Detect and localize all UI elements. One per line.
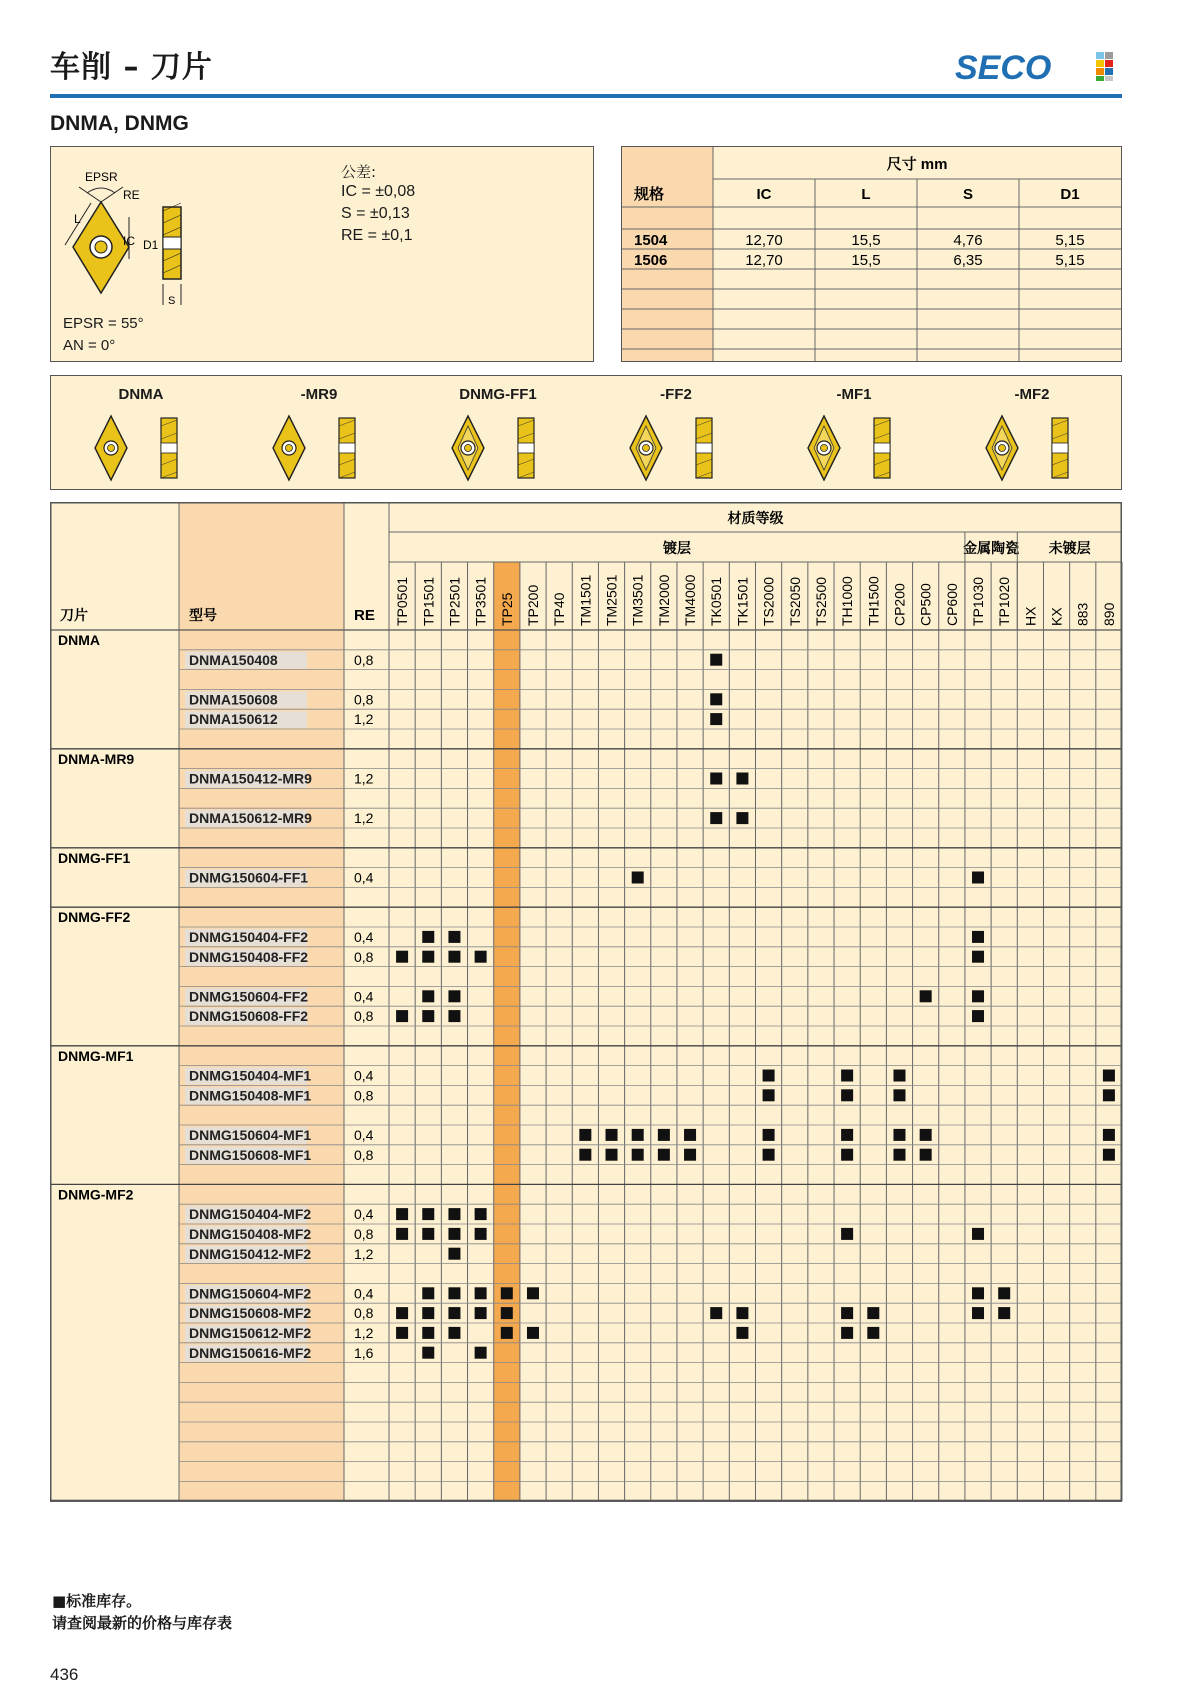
re-value: 0,8 <box>354 1087 374 1104</box>
model-label: DNMG150608-MF1 <box>189 1146 312 1163</box>
stock-marker <box>448 1327 460 1339</box>
l-label: L <box>74 212 81 226</box>
insert-hole-inner <box>286 445 293 452</box>
stock-marker <box>422 1307 434 1319</box>
page-title: 车削 – 刀片 <box>50 50 213 85</box>
grade-group-label: 镀层 <box>662 540 691 556</box>
family-label: DNMG-MF1 <box>58 1047 134 1064</box>
stock-marker <box>396 1307 408 1319</box>
model-label: DNMA150412-MR9 <box>189 770 312 787</box>
grade-label: KX <box>1048 607 1065 626</box>
grade-label: CP600 <box>943 583 960 626</box>
model-label: DNMG150604-FF2 <box>189 988 309 1005</box>
stock-marker <box>1103 1089 1115 1101</box>
stock-marker <box>972 990 984 1002</box>
stock-marker <box>841 1307 853 1319</box>
dim-group-header: 尺寸 mm <box>886 156 948 173</box>
stock-marker <box>710 693 722 705</box>
insert-type-label: DNMA <box>118 386 164 403</box>
stock-marker <box>710 654 722 666</box>
stock-marker <box>422 1327 434 1339</box>
model-label: DNMG150408-MF1 <box>189 1087 312 1104</box>
grade-label: 883 <box>1074 602 1091 626</box>
stock-marker <box>893 1129 905 1141</box>
model-label: DNMG150608-FF2 <box>189 1008 309 1025</box>
grade-label: TP3501 <box>472 576 489 626</box>
dimensions-table <box>622 147 1121 361</box>
insert-side-hole <box>874 443 890 453</box>
grade-label: TK1501 <box>734 576 751 626</box>
grade-label: TP1020 <box>996 576 1013 626</box>
stock-marker <box>422 990 434 1002</box>
stock-marker <box>972 931 984 943</box>
model-label: DNMG150404-MF1 <box>189 1067 312 1084</box>
model-label: DNMG150616-MF2 <box>189 1344 312 1361</box>
family-label: DNMG-MF2 <box>58 1186 134 1203</box>
insert-type-drawing <box>808 416 890 480</box>
model-label: DNMG150608-MF2 <box>189 1305 312 1322</box>
re-value: 1,2 <box>354 1325 374 1341</box>
stock-marker <box>501 1287 513 1299</box>
insert-side-hole <box>1052 443 1068 453</box>
grade-label: HX <box>1022 606 1039 626</box>
grade-label: TM4000 <box>682 574 699 626</box>
stock-marker <box>448 990 460 1002</box>
model-label: DNMG150404-FF2 <box>189 929 309 945</box>
insert-geometry-diagram <box>51 147 251 317</box>
model-label: DNMG150604-FF1 <box>189 869 309 886</box>
insert-hole-inner <box>108 445 115 452</box>
grade-label: TP25 <box>498 592 515 626</box>
stock-marker <box>475 1228 487 1240</box>
stock-marker <box>606 1129 618 1141</box>
dim-col-header: S <box>962 186 974 203</box>
insert-type-label: DNMG-FF1 <box>459 386 537 403</box>
stock-marker <box>658 1149 670 1161</box>
insert-type-label: -FF2 <box>660 386 692 403</box>
grade-label: TM2000 <box>655 574 672 626</box>
model-label: DNMG150408-FF2 <box>189 948 309 965</box>
seco-logo <box>955 48 1125 89</box>
stock-marker <box>684 1129 696 1141</box>
stock-marker <box>972 951 984 963</box>
stock-marker <box>448 1010 460 1022</box>
insert-type-drawing <box>452 416 534 480</box>
stock-marker <box>920 990 932 1002</box>
ic-label: IC <box>123 234 135 248</box>
page-number: 436 <box>50 1665 79 1684</box>
stock-marker <box>972 1228 984 1240</box>
insert-side-hole <box>518 443 534 453</box>
model-label: DNMG150604-MF2 <box>189 1285 312 1302</box>
insert-hole-inner <box>465 445 472 452</box>
grade-group-label: 金属陶瓷 <box>963 540 1020 556</box>
family-label: DNMG-FF2 <box>58 909 131 926</box>
re-value: 1,2 <box>354 810 374 827</box>
stock-marker <box>736 812 748 824</box>
stock-marker <box>422 931 434 943</box>
model-column-header: 型号 <box>189 607 217 623</box>
stock-marker <box>396 951 408 963</box>
stock-marker <box>998 1307 1010 1319</box>
model-label: DNMG150404-MF2 <box>189 1206 312 1223</box>
header-rule <box>50 94 1122 98</box>
stock-marker <box>448 1287 460 1299</box>
model-label: DNMA150612 <box>189 711 278 728</box>
grade-label: TP1501 <box>420 576 437 626</box>
seco-logo-graphic <box>955 48 1125 84</box>
insert-type-drawing <box>986 416 1068 480</box>
family-label: DNMA-MR9 <box>58 750 135 767</box>
stock-marker <box>763 1070 775 1082</box>
stock-marker <box>448 931 460 943</box>
re-value: 0,4 <box>354 869 374 886</box>
stock-note: 请查阅最新的价格与库存表 <box>52 1614 233 1632</box>
stock-marker <box>763 1149 775 1161</box>
stock-marker <box>710 1307 722 1319</box>
stock-marker <box>893 1149 905 1161</box>
insert-side-hole <box>696 443 712 453</box>
stock-marker <box>841 1228 853 1240</box>
re-value: 0,8 <box>354 1146 374 1163</box>
stock-marker <box>1103 1149 1115 1161</box>
stock-marker <box>710 773 722 785</box>
stock-marker <box>841 1089 853 1101</box>
grade-label: TS2500 <box>812 576 829 626</box>
stock-marker <box>396 1208 408 1220</box>
re-value: 0,8 <box>354 948 374 965</box>
re-value: 0,4 <box>354 1127 374 1143</box>
re-value: 1,2 <box>354 770 374 787</box>
stock-marker <box>422 1208 434 1220</box>
re-value: 1,2 <box>354 711 374 728</box>
stock-marker <box>475 1208 487 1220</box>
stock-marker <box>1103 1129 1115 1141</box>
stock-marker <box>736 1327 748 1339</box>
dim-size-cell: 1506 <box>634 252 668 269</box>
stock-marker <box>448 1307 460 1319</box>
stock-marker <box>448 1248 460 1260</box>
re-value: 0,4 <box>354 1067 374 1084</box>
stock-marker <box>632 1129 644 1141</box>
grade-table-grid <box>50 502 1124 1504</box>
stock-marker <box>920 1129 932 1141</box>
stock-marker <box>998 1287 1010 1299</box>
stock-marker <box>475 1287 487 1299</box>
stock-marker <box>422 1287 434 1299</box>
stock-marker <box>867 1327 879 1339</box>
re-value: 0,8 <box>354 1008 374 1025</box>
model-label: DNMA150408 <box>189 651 278 668</box>
stock-marker <box>710 812 722 824</box>
insert-type-label: -MF2 <box>1014 386 1050 403</box>
stock-marker <box>422 1347 434 1359</box>
insert-type-drawing <box>273 416 355 480</box>
tolerance-title: 公差: <box>341 163 377 181</box>
dim-value-cell: 4,76 <box>953 232 983 249</box>
dim-value-cell: 6,35 <box>953 252 983 269</box>
s-label: S <box>168 295 176 307</box>
tolerance-s: S = ±0,13 <box>341 205 410 222</box>
stock-marker <box>422 1228 434 1240</box>
grade-label: CP500 <box>917 583 934 626</box>
page-subtitle: DNMA, DNMG <box>50 112 189 135</box>
dim-value-cell: 5,15 <box>1055 232 1085 249</box>
insert-side-hole <box>161 443 177 453</box>
stock-marker <box>736 773 748 785</box>
stock-marker <box>841 1327 853 1339</box>
stock-marker <box>684 1149 696 1161</box>
insert-hole-inner <box>821 445 828 452</box>
grade-label: TM2501 <box>603 574 620 626</box>
insert-type-label: -MR9 <box>300 386 338 403</box>
re-value: 1,6 <box>354 1344 374 1361</box>
stock-marker <box>501 1327 513 1339</box>
grade-label: TH1500 <box>865 576 882 626</box>
stock-marker <box>448 1228 460 1240</box>
re-value: 0,8 <box>354 1226 374 1242</box>
stock-marker <box>841 1129 853 1141</box>
model-label: DNMA150612-MR9 <box>189 810 312 827</box>
grade-label: TP2501 <box>446 576 463 626</box>
stock-marker <box>396 1327 408 1339</box>
stock-marker <box>1103 1070 1115 1082</box>
stock-marker <box>763 1129 775 1141</box>
insert-hole-inner <box>643 445 650 452</box>
stock-marker <box>579 1149 591 1161</box>
insert-type-drawing <box>95 416 177 480</box>
dim-value-cell: 15,5 <box>851 252 881 269</box>
grade-header: 材质等级 <box>727 510 784 526</box>
model-label: DNMG150612-MF2 <box>189 1325 312 1341</box>
stock-marker <box>972 1010 984 1022</box>
insert-type-label: -MF1 <box>836 386 872 403</box>
dim-col-header: L <box>861 186 871 203</box>
re-value: 0,4 <box>354 1206 374 1223</box>
dim-col-header: D1 <box>1060 186 1080 203</box>
grade-label: TS2050 <box>786 576 803 626</box>
dim-col-header: IC <box>756 186 772 203</box>
re-column-header: RE <box>354 607 375 624</box>
grade-label: TP40 <box>551 592 568 626</box>
stock-marker <box>475 1307 487 1319</box>
insert-type-drawing <box>630 416 712 480</box>
stock-marker <box>841 1070 853 1082</box>
stock-marker <box>972 1307 984 1319</box>
stock-marker <box>867 1307 879 1319</box>
stock-marker <box>763 1089 775 1101</box>
dim-value-cell: 12,70 <box>745 252 783 269</box>
re-value: 0,4 <box>354 988 374 1005</box>
dim-value-cell: 5,15 <box>1055 252 1085 269</box>
stock-marker <box>841 1149 853 1161</box>
grade-label: TK0501 <box>708 576 725 626</box>
insert-column-header: 刀片 <box>60 607 88 623</box>
grade-label: TS2000 <box>760 576 777 626</box>
re-label: RE <box>123 188 140 202</box>
d1-label: D1 <box>143 238 159 252</box>
re-value: 0,4 <box>354 1285 374 1302</box>
epsr-value: EPSR = 55° <box>63 315 144 332</box>
model-label: DNMG150604-MF1 <box>189 1127 312 1143</box>
grade-label: 890 <box>1100 602 1117 626</box>
dim-value-cell: 15,5 <box>851 232 881 249</box>
stock-marker <box>579 1129 591 1141</box>
stock-marker <box>972 1287 984 1299</box>
grade-label: CP200 <box>891 583 908 626</box>
grade-group-label: 未镀层 <box>1048 540 1091 556</box>
dimensions-panel <box>621 146 1122 362</box>
grade-label: TP1030 <box>970 576 987 626</box>
family-label: DNMA <box>58 632 100 648</box>
stock-marker <box>475 951 487 963</box>
re-value: 1,2 <box>354 1245 374 1262</box>
grade-label: TP200 <box>524 584 541 626</box>
re-value: 0,8 <box>354 1305 374 1322</box>
model-label: DNMG150408-MF2 <box>189 1226 312 1242</box>
stock-marker <box>710 713 722 725</box>
stock-marker <box>422 1010 434 1022</box>
dim-size-cell: 1504 <box>634 232 668 249</box>
insert-side-hole <box>339 443 355 453</box>
grade-label: TH1000 <box>839 576 856 626</box>
tolerance-panel <box>50 146 594 362</box>
stock-marker <box>736 1307 748 1319</box>
insert-types-panel <box>50 375 1122 490</box>
stock-marker <box>396 1010 408 1022</box>
grade-label: TM1501 <box>577 574 594 626</box>
stock-marker <box>448 1208 460 1220</box>
re-value: 0,8 <box>354 691 374 708</box>
stock-marker <box>632 1149 644 1161</box>
stock-marker <box>972 872 984 884</box>
stock-marker <box>475 1347 487 1359</box>
logo-text: SECO <box>955 49 1052 84</box>
model-label: DNMG150412-MF2 <box>189 1245 312 1262</box>
highlight-grade-column <box>494 562 520 1501</box>
model-label: DNMA150608 <box>189 691 278 708</box>
stock-marker <box>527 1327 539 1339</box>
stock-marker <box>606 1149 618 1161</box>
re-value: 0,8 <box>354 651 374 668</box>
stock-marker <box>920 1149 932 1161</box>
stock-marker <box>658 1129 670 1141</box>
dim-value-cell: 12,70 <box>745 232 783 249</box>
re-value: 0,4 <box>354 929 374 945</box>
stock-marker <box>396 1228 408 1240</box>
stock-marker <box>632 872 644 884</box>
an-value: AN = 0° <box>63 337 116 354</box>
legend-standard-stock: ■标准库存。 <box>52 1592 142 1610</box>
tolerance-re: RE = ±0,1 <box>341 227 413 244</box>
tolerance-ic: IC = ±0,08 <box>341 183 416 200</box>
grade-label: TP0501 <box>394 576 411 626</box>
stock-marker <box>893 1070 905 1082</box>
insert-types-drawings <box>51 376 1121 489</box>
insert-hole-inner <box>999 445 1006 452</box>
stock-marker <box>501 1307 513 1319</box>
stock-marker <box>527 1287 539 1299</box>
dim-size-header: 规格 <box>634 186 665 203</box>
grade-label: TM3501 <box>629 574 646 626</box>
epsr-label: EPSR <box>85 170 118 184</box>
stock-marker <box>422 951 434 963</box>
grade-table <box>50 502 1124 1509</box>
family-label: DNMG-FF1 <box>58 849 131 866</box>
stock-marker <box>893 1089 905 1101</box>
stock-marker <box>448 951 460 963</box>
